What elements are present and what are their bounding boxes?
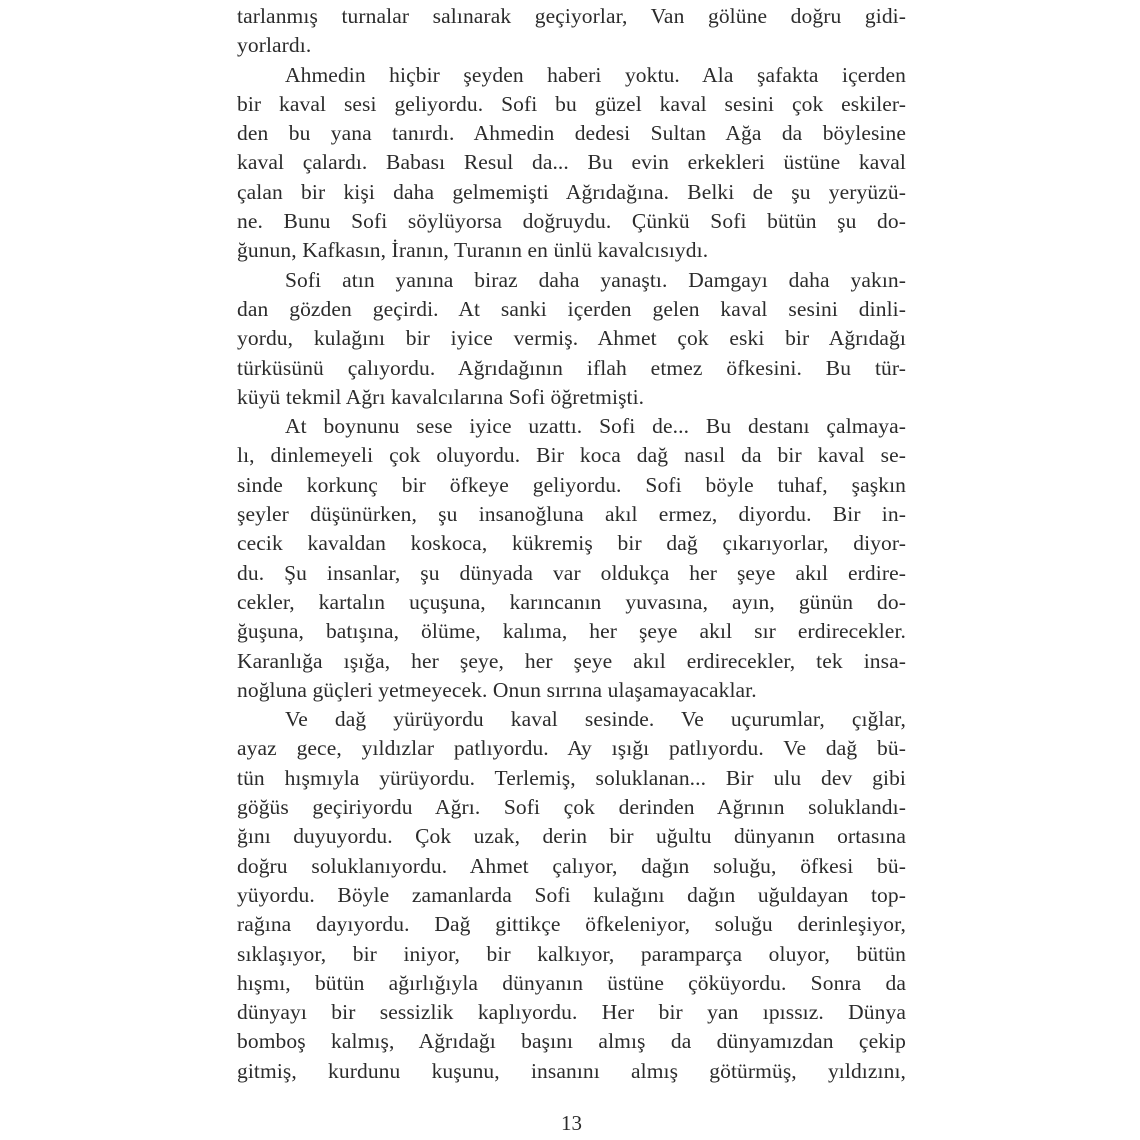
- text-line: yorlardı.: [237, 33, 312, 58]
- text-line: den bu yana tanırdı. Ahmedin dedesi Sultan Ağa da böylesine: [237, 121, 906, 146]
- text-line: dünyayı bir sessizlik kaplıyordu. Her bir yan ıpıssız. Dünya: [237, 1000, 906, 1025]
- paragraph: [237, 412, 906, 705]
- text-line: bir kaval sesi geliyordu. Sofi bu güzel kaval sesini çok eskiler-: [237, 91, 906, 116]
- text-line: du. Şu insanlar, şu dünyada var oldukça her şeye akıl erdire-: [237, 560, 906, 585]
- text-line: noğluna güçleri yetmeyecek. Onun sırrına ulaşamayacaklar.: [237, 677, 757, 702]
- text-line: şeyler düşünürken, şu insanoğluna akıl ermez, diyordu. Bir in-: [237, 502, 906, 527]
- paragraph: [237, 61, 906, 266]
- text-line: doğru soluklanıyordu. Ahmet çalıyor, dağın soluğu, öfkesi bü-: [237, 853, 906, 878]
- text-line: ayaz gece, yıldızlar patlıyordu. Ay ışığı patlıyordu. Ve dağ bü-: [237, 736, 906, 761]
- text-block: [237, 2, 906, 1086]
- text-line: türküsünü çalıyordu. Ağrıdağının iflah etmez öfkesini. Bu tür-: [237, 355, 906, 380]
- text-line: ğunun, Kafkasın, İranın, Turanın en ünlü kavalcısıydı.: [237, 238, 709, 263]
- text-line: göğüs geçiriyordu Ağrı. Sofi çok derinden Ağrının soluklandı-: [237, 795, 906, 820]
- text-line: tarlanmış turnalar salınarak geçiyorlar, Van gölüne doğru gidi-: [237, 4, 906, 28]
- text-line: sinde korkunç bir öfkeye geliyordu. Sofi böyle tuhaf, şaşkın: [237, 472, 906, 497]
- text-line: gitmiş, kurdunu kuşunu, insanını almış götürmüş, yıldızını,: [237, 1058, 906, 1083]
- text-line: Ve dağ yürüyordu kaval sesinde. Ve uçurumlar, çığlar,: [285, 707, 906, 732]
- text-line: Sofi atın yanına biraz daha yanaştı. Damgayı daha yakın-: [285, 267, 906, 292]
- text-line: ğını duyuyordu. Çok uzak, derin bir uğultu dünyanın ortasına: [237, 824, 906, 849]
- text-line: yüyordu. Böyle zamanlarda Sofi kulağını dağın uğuldayan top-: [237, 882, 906, 907]
- text-line: sıklaşıyor, bir iniyor, bir kalkıyor, paramparça oluyor, bütün: [237, 941, 906, 966]
- text-line: cekler, kartalın uçuşuna, karıncanın yuvasına, ayın, günün do-: [237, 589, 906, 614]
- text-line: hışmı, bütün ağırlığıyla dünyanın üstüne çöküyordu. Sonra da: [237, 970, 906, 995]
- paragraph: [237, 705, 906, 1086]
- text-line: lı, dinlemeyeli çok oluyordu. Bir koca dağ nasıl da bir kaval se-: [237, 443, 906, 468]
- text-line: Karanlığa ışığa, her şeye, her şeye akıl erdirecekler, tek insa-: [237, 648, 906, 673]
- page-number: 13: [561, 1111, 582, 1135]
- text-line: tün hışmıyla yürüyordu. Terlemiş, soluklanan... Bir ulu dev gibi: [237, 765, 906, 790]
- text-line: kaval çalardı. Babası Resul da... Bu evin erkekleri üstüne kaval: [237, 150, 906, 175]
- text-line: cecik kavaldan koskoca, kükremiş bir dağ çıkarıyorlar, diyor-: [237, 531, 906, 556]
- text-line: yordu, kulağını bir iyice vermiş. Ahmet çok eski bir Ağrıdağı: [237, 326, 906, 351]
- text-line: Ahmedin hiçbir şeyden haberi yoktu. Ala şafakta içerden: [285, 62, 906, 87]
- paragraph: [237, 266, 906, 412]
- text-line: dan gözden geçirdi. At sanki içerden gelen kaval sesini dinli-: [237, 296, 906, 321]
- text-line: ne. Bunu Sofi söylüyorsa doğruydu. Çünkü Sofi bütün şu do-: [237, 209, 906, 234]
- paragraph: [237, 2, 906, 61]
- text-line: ğuşuna, batışına, ölüme, kalıma, her şeye akıl sır erdirecekler.: [237, 619, 906, 644]
- text-line: bomboş kalmış, Ağrıdağı başını almış da dünyamızdan çekip: [237, 1029, 906, 1054]
- text-line: küyü tekmil Ağrı kavalcılarına Sofi öğretmişti.: [237, 384, 645, 409]
- text-line: rağına dayıyordu. Dağ gittikçe öfkeleniyor, soluğu derinleşiyor,: [237, 912, 906, 937]
- text-line: çalan bir kişi daha gelmemişti Ağrıdağına. Belki de şu yeryüzü-: [237, 179, 906, 204]
- text-line: At boynunu sese iyice uzattı. Sofi de... Bu destanı çalmaya-: [285, 414, 906, 439]
